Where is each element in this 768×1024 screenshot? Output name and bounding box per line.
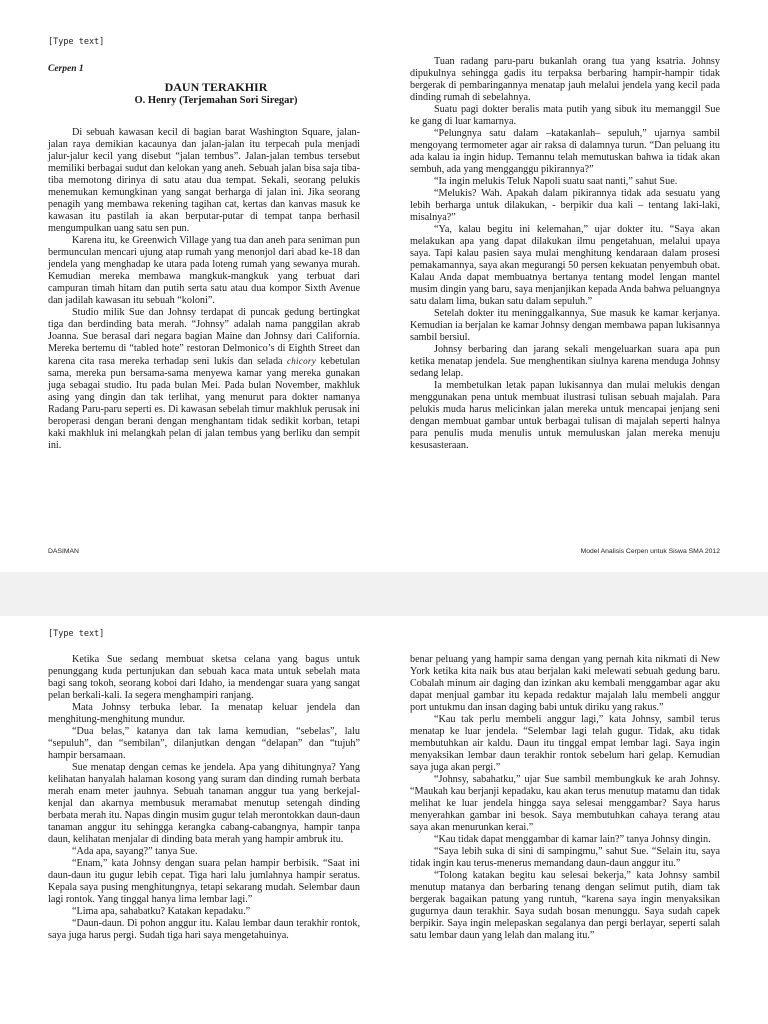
page2-left-column [48, 654, 360, 942]
paragraph: “Daun-daun. Di pohon anggur itu. Kalau lembar daun terakhir rontok, saya juga harus pergi. Sudah tiga hari saya mengetahuinya. [48, 918, 360, 941]
paragraph: Karena itu, ke Greenwich Village yang tua dan aneh para seniman pun bermunculan mencari ujung atap rumah yang menonjol dari abad ke-18 dan jendela yang menghadap ke utara pada loteng rumah yang sewanya murah. Kemudian mereka membawa mangkuk-mangkuk yang terbuat dari campuran timah hitam dan putih serta satu atau dua kompor Sixth Avenue dan jadilah kawasan itu sebuah “koloni”. [48, 235, 360, 306]
paragraph: “Ada apa, sayang?” tanya Sue. [72, 846, 198, 857]
paragraph: Sue menatap dengan cemas ke jendela. Apa yang dihitungnya? Yang kelihatan hanyalah halaman kosong yang suram dan dinding rumah berbata merah enam meter jauhnya. Sebuah tanaman anggur tua yang berkejal-kenjal dan akarnya membusuk meramabat menutup setengah dinding berbata merah itu. Napas dingin musim gugur telah merontokkan daun-daun tanaman anggur itu sehingga kerangka cabang-cabangnya, hampir tanpa daun, kelihatan menjalar di dinding bata merah yang hampir ambruk itu. [48, 762, 360, 845]
paragraph: “Melukis? Wah. Apakah dalam pikirannya tidak ada sesuatu yang lebih berharga untuk dilakukan, - berpikir dua kali – tentang laki-laki, misalnya?” [410, 188, 720, 223]
paragraph: “Dua belas,” katanya dan tak lama kemudian, “sebelas”, lalu “sepuluh”, dan “sembilan”, dilanjutkan dengan “delapan” dan “tujuh” hampir bersamaan. [48, 726, 360, 761]
footer-author: DASIMAN [48, 548, 79, 555]
page2-right-column [410, 654, 720, 942]
page1-right-column [410, 56, 720, 452]
paragraph: “Enam,” kata Johnsy dengan suara pelan hampir berbisik. “Saat ini daun-daun itu gugur lebih cepat. Tiga hari lalu jumlahnya hampir seratus. Kepala saya pusing menghitungnya, tetapi sekarang mudah. Selembar daun lagi rontok. Yang tinggal hanya lima lembar lagi.” [48, 858, 360, 905]
paragraph: “Saya lebih suka di sini di sampingmu,” sahut Sue. “Selain itu, saya tidak ingin kau terus-menerus memandang daun-daun anggur itu.” [410, 846, 720, 869]
paragraph: Tuan radang paru-paru bukanlah orang tua yang ksatria. Johnsy dipukulnya sehingga gadis itu terpaksa berbaring hampir-hampir tidak bergerak di pembaringannya menatap jauh melalui jendela yang kecil pada dinding rumah di sebelahnya. [410, 56, 720, 103]
footer-title: Model Analisis Cerpen untuk Siswa SMA 2012 [580, 548, 720, 555]
page-separator [0, 572, 768, 616]
header-placeholder: [Type text] [48, 37, 105, 47]
header-placeholder: [Type text] [48, 629, 105, 639]
paragraph: “Kau tak perlu membeli anggur lagi,” kata Johnsy, sambil terus menatap ke luar jendela. “Selembar lagi telah gugur. Tidak, aku tidak membutuhkan air kaldu. Daun itu tinggal empat lembar lagi. Saya ingin menyaksikan lembar daun terakhir rontok sebelum hari gelap. Kemudian saya juga akan pergi.” [410, 714, 720, 773]
paragraph: Ketika Sue sedang membuat sketsa celana yang bagus untuk penunggang kuda pertunjukan dan sebuah kaca mata untuk sebelah mata bagi sang tokoh, seorang koboi dari Idaho, ia mendengar suara yang sangat pelan berkali-kali. Ia segera menghampiri ranjang. [48, 654, 360, 701]
paragraph: Di sebuah kawasan kecil di bagian barat Washington Square, jalan-jalan raya demikian kacaunya dan jalan-jalan itu terpecah pula menjadi jalur-jalur kecil yang disebut “jalan tembus”. Jalan-jalan tembus tersebut memiliki berbagai sudut dan kelokan yang aneh. Sebuah jalan bisa saja tiba-tiba memotong dirinya di satu atau dua tempat. Sekali, seorang pelukis menemukan kemungkinan yang sangat berharga di jalan ini. Jika seorang penagih yang membawa rekening tagihan cat, kertas dan kanvas masuk ke kawasan itu pastilah ia akan berputar-putar di tempat tanpa berhasil mengumpulkan uang satu sen pun. [48, 127, 360, 234]
paragraph: Ia membetulkan letak papan lukisannya dan mulai melukis dengan menggunakan pena untuk membuat ilustrasi tulisan sebuah majalah. Para pelukis muda harus melicinkan jalan mereka untuk mencapai jenjang seni dengan membuat gambar untuk berbagai tulisan di majalah seperti halnya para penulis muda menulis untuk memuluskan jalan mereka menuju kesusasteraan. [410, 380, 720, 451]
page1-left-column [48, 80, 360, 452]
paragraph: Studio milik Sue dan Johnsy terdapat di puncak gedung bertingkat tiga dan berdinding bata merah. “Johnsy” adalah nama panggilan akrab Joanna. Sue berasal dari negara bagian Maine dan Johnsy dari California. Mereka bertemu di “tabled hote” restoran Delmonico’s di Eighth Street dan karena cita rasa mereka terhadap seni lukis dan selada chicory kebetulan sama, mereka pun bersama-sama menyewa kamar yang mereka gunakan juga sebagai studio. Itu pada bulan Mei. Pada bulan November, makhluk asing yang dingin dan tak terlihat, yang menurut para dokter namanya Radang Paru-paru seperti es. Di kawasan sebelah timur makhluk perusak ini beroperasi dengan berani dengan menghantam tidak sedikit korban, tetapi kaki makhluk ini melangkah pelan di jalan tembus yang berliku dan sempit ini. [48, 307, 360, 451]
paragraph: benar peluang yang hampir sama dengan yang pernah kita nikmati di New York ketika kita naik bus atau berjalan kaki melewati sebuah gedung baru. Cobalah minum air daging dan izinkan aku kembali menggambar agar aku dapat menjual gambar itu kepada redaktur majalah lalu membeli anggur port untukmu dan insan daging babi untuk diriku yang rakus.” [410, 654, 720, 713]
story-author: O. Henry (Terjemahan Sori Siregar) [134, 95, 298, 106]
paragraph: “Lima apa, sahabatku? Katakan kepadaku.” [72, 906, 251, 917]
story-title: DAUN TERAKHIR [164, 80, 268, 94]
paragraph: Suatu pagi dokter beralis mata putih yang sibuk itu memanggil Sue ke gang di luar kamarnya. [410, 104, 720, 127]
paragraph: “Johnsy, sabahatku,” ujar Sue sambil membungkuk ke arah Johnsy. “Maukah kau berjanji kepadaku, kau akan terus menutup matamu dan tidak melihat ke luar jendela hingga saya selesai menggambar? Saya harus menyerahkan gambar ini besok. Saya membutuhkan cahaya terang atau saya akan menurunkan kerai.” [410, 774, 720, 833]
paragraph: Mata Johnsy terbuka lebar. Ia menatap keluar jendela dan menghitung-menghitung mundur. [48, 702, 360, 725]
paragraph: “Tolong katakan begitu kau selesai bekerja,” kata Johnsy sambil menutup matanya dan berbaring tenang dengan selimut putih, diam tak bergerak bagaikan patung yang runtuh, “karena saya ingin menyaksikan gugurnya daun terakhir. Saya sudah bosan menunggu. Saya sudah capek berpikir. Saya ingin melepaskan segalanya dan pergi berlayar, seperti salah satu lembar daun yang lelah dan malang itu.” [410, 870, 720, 941]
paragraph: Setelah dokter itu meninggalkannya, Sue masuk ke kamar kerjanya. Kemudian ia berjalan ke kamar Johnsy dengan membawa papan lukisannya sambil bersiul. [410, 308, 720, 343]
document-page-2 [0, 616, 768, 1024]
story-label: Cerpen 1 [48, 64, 84, 74]
paragraph: “Pelungnya satu dalam –katakanlah– sepuluh,” ujarnya sambil mengoyang termometer agar air raksa di dalamnya turun. “Dan peluang itu ada kalau ia ingin hidup. Temannu telah memutuskan bahwa ia tidak akan sembuh, ada yang mengganggu pikirannya?” [410, 128, 720, 175]
paragraph: Johnsy berbaring dan jarang sekali mengeluarkan suara apa pun ketika menatap jendela. Sue menghentikan siulnya karena menduga Johnsy sedang lelap. [410, 344, 720, 379]
paragraph: “Ia ingin melukis Teluk Napoli suatu saat nanti,” sahut Sue. [434, 176, 678, 187]
paragraph: “Ya, kalau begitu ini kelemahan,” ujar dokter itu. “Saya akan melakukan apa yang dapat dilakukan ilmu pengetahuan, melalui upaya saya. Tapi kalau pasien saya mulai menghitung kendaraan dalam prosesi pemakamannya, saya akan megurangi 50 persen kekuatan penyembuh obat. Kalau Anda dapat membuatnya bertanya tentang model lengan mantel musim dingin yang baru, saya menjanjikan kepada Anda bahwa peluangnya satu dalam lima, bukan satu dalam sepuluh.” [410, 224, 720, 307]
paragraph: “Kau tidak dapat menggambar di kamar lain?” tanya Johnsy dingin. [434, 834, 711, 845]
